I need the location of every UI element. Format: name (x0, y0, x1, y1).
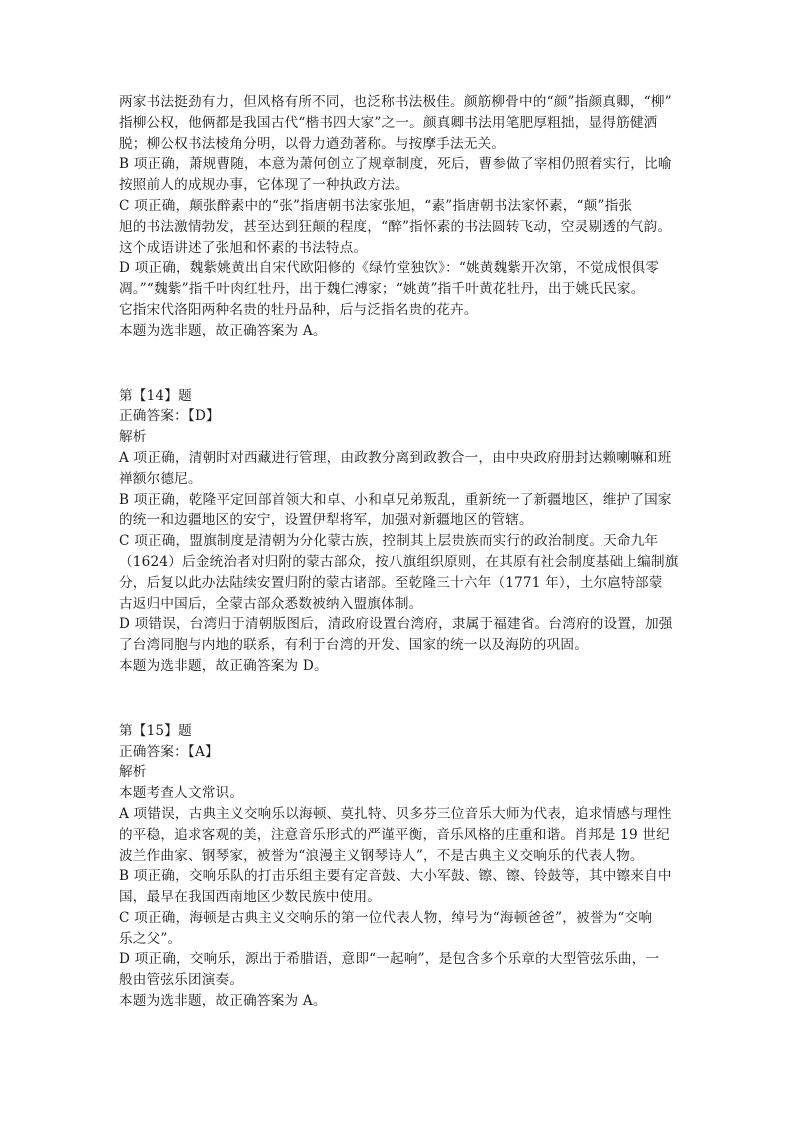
option-b-line: B 项正确，交响乐队的打击乐组主要有定音鼓、大小军鼓、镲、镲、铃鼓等，其中镲来自中 (119, 868, 672, 885)
question-title: 第【14】题 (119, 387, 192, 404)
option-b-line: B 项正确，萧规曹随，本意为萧何创立了规章制度，死后，曹参做了宰相仍照着实行，比喻 (119, 156, 672, 173)
question-title: 第【15】题 (119, 722, 192, 739)
option-d-line: D 项正确，魏紫姚黄出自宋代欧阳修的《绿竹堂独饮》：“姚黄魏紫开次第，不觉成恨俱零 (119, 260, 660, 277)
analysis-label: 解析 (119, 764, 147, 781)
text-line: 古返归中国后，全蒙古部众悉数被纳入盟旗体制。 (119, 595, 423, 612)
text-line: 指柳公权，他俩都是我国古代“楷书四大家”之一。颜真卿书法用笔肥厚粗拙，显得筋健洒 (119, 114, 658, 131)
option-c-line: C 项正确，盟旗制度是清朝为分化蒙古族，控制其上层贵族而实行的政治制度。天命九年 (119, 533, 659, 550)
text-line: 两家书法挺劲有力，但风格有所不同，也泛称书法极佳。颜筋柳骨中的“颜”指颜真卿，“柳” (119, 94, 672, 110)
text-line: 乐之父”。 (119, 930, 182, 947)
text-line: 了台湾同胞与内地的联系，有利于台湾的开发、国家的统一以及海防的巩固。 (119, 637, 588, 654)
text-line: （1624）后金统治者对归附的蒙古部众，按八旗组织原则，在其原有社会制度基础上编制旗 (119, 553, 679, 570)
option-a-line: A 项错误，古典主义交响乐以海顿、莫扎特、贝多芬三位音乐大师为代表，追求情感与理性 (119, 805, 672, 822)
text-line: 般由管弦乐团演奏。 (119, 972, 244, 989)
answer-summary-line: 本题为选非题，故正确答案为 A。 (119, 322, 327, 339)
question-15-block (119, 721, 689, 1012)
text-line: 凋。”“魏紫”指千叶肉红牡丹，出于魏仁溥家；“姚黄”指千叶黄花牡丹，出于姚氏民家。 (119, 281, 645, 298)
correct-answer: 正确答案：【D】 (119, 408, 220, 425)
option-b-line: B 项正确，乾隆平定回部首领大和卓、小和卓兄弟叛乱，重新统一了新疆地区，维护了国家 (119, 491, 672, 508)
option-c-line: C 项正确，海顿是古典主义交响乐的第一位代表人物，绰号为“海顿爸爸”，被誉为“交响 (119, 909, 653, 926)
text-line: 的平稳，追求客观的美，注意音乐形式的严谨平衡，音乐风格的庄重和谐。肖邦是 19 世纪 (119, 826, 670, 843)
option-d-line: D 项错误，台湾归于清朝版图后，清政府设置台湾府，隶属于福建省。台湾府的设置，加强 (119, 616, 673, 633)
option-c-line: C 项正确，颠张醉素中的“张”指唐朝书法家张旭，“素”指唐朝书法家怀素，“颠”指张 (119, 197, 633, 214)
correct-answer: 正确答案：【A】 (119, 743, 219, 760)
option-d-line: D 项正确，交响乐，源出于希腊语，意即“一起响”，是包含多个乐章的大型管弦乐曲，一 (119, 951, 660, 968)
text-line: 按照前人的成规办事，它体现了一种执政方法。 (119, 177, 409, 194)
text-line: 分，后复以此办法陆续安置归附的蒙古诸部。至乾隆三十六年（1771 年），土尔扈特部蒙 (119, 574, 663, 591)
text-line: 它指宋代洛阳两种名贵的牡丹品种，后与泛指名贵的花卉。 (119, 301, 478, 318)
intro-explanation-block (119, 92, 689, 342)
section-spacer (119, 342, 689, 386)
document-page (119, 92, 689, 1012)
answer-summary-line: 本题为选非题，故正确答案为 A。 (119, 993, 327, 1010)
text-line: 这个成语讲述了张旭和怀素的书法特点。 (119, 239, 368, 256)
option-a-line: A 项正确，清朝时对西藏进行管理，由政教分离到政教合一，由中央政府册封达赖喇嘛和班 (119, 449, 672, 466)
topic-line: 本题考查人文常识。 (119, 785, 244, 802)
text-line: 旭的书法激情勃发，甚至达到狂颠的程度，“醉”指怀素的书法圆转飞动，空灵剔透的气韵。 (119, 218, 672, 235)
text-line: 禅额尔德尼。 (119, 470, 202, 487)
answer-summary-line: 本题为选非题，故正确答案为 D。 (119, 657, 328, 674)
text-line: 波兰作曲家、钢琴家，被誉为“浪漫主义钢琴诗人”，不是古典主义交响乐的代表人物。 (119, 847, 644, 864)
question-14-block (119, 386, 689, 677)
text-line: 国，最早在我国西南地区少数民族中使用。 (119, 889, 382, 906)
section-spacer (119, 677, 689, 721)
text-line: 脱；柳公权书法棱角分明，以骨力遒劲著称。与按摩手法无关。 (119, 135, 506, 152)
analysis-label: 解析 (119, 429, 147, 446)
text-line: 的统一和边疆地区的安宁，设置伊犁将军，加强对新疆地区的管辖。 (119, 512, 533, 529)
